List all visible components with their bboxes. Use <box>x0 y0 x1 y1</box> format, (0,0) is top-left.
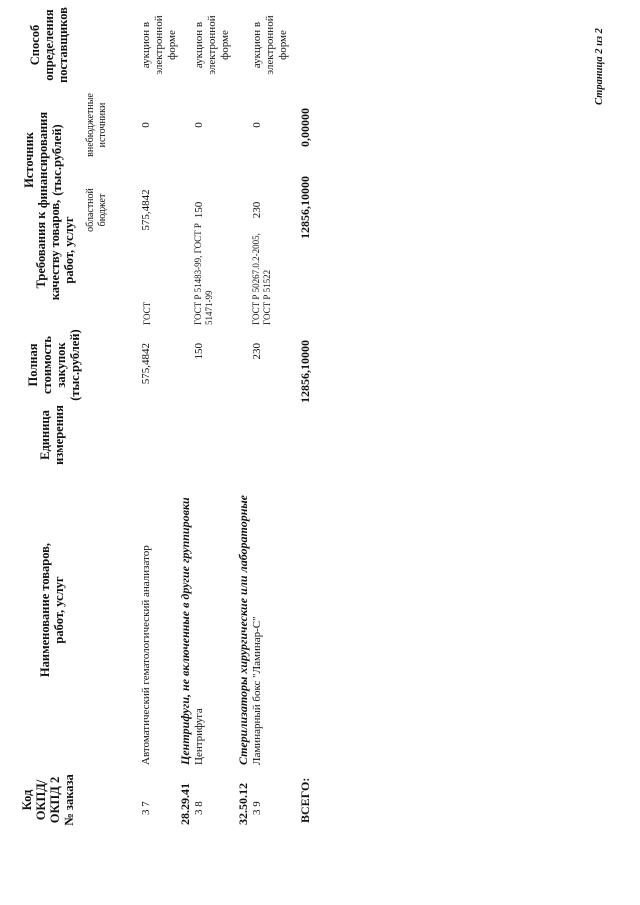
header-requirements: Требования к качеству товаров, работ, услуг <box>34 199 76 301</box>
row-1-extra: 0 <box>140 122 152 128</box>
header-source-regional: областной бюджет <box>85 188 108 232</box>
row-2-regional: 150 <box>193 201 205 219</box>
row-2-method: аукцион в электронной форме <box>193 15 231 75</box>
row-3-name: Ламинарный бокс "Ламинар-С" <box>251 616 263 765</box>
row-3-method: аукцион в электронной форме <box>251 15 289 75</box>
row-2-requirements: ГОСТ Р 51483-99, ГОСТ Р 51471-99 <box>193 223 214 325</box>
header-source: Источник финансирования (тыс.рублей) <box>22 111 64 209</box>
row-1-requirements: ГОСТ <box>142 301 152 325</box>
totals-cost: 12856,10000 <box>298 340 312 403</box>
header-cost: Полная стоимость закупок (тыс.рублей) <box>26 329 82 401</box>
totals-label: ВСЕГО: <box>298 777 312 823</box>
row-1-regional: 575,4842 <box>140 189 152 231</box>
row-1-number: 3 7 <box>140 801 152 815</box>
row-2-extra: 0 <box>193 122 205 128</box>
row-1-cost: 575,4842 <box>140 343 152 385</box>
row-3-regional: 230 <box>251 201 263 219</box>
header-method: Способ определения поставщиков <box>28 7 70 83</box>
row-2-name: Центрифуга <box>193 708 205 765</box>
group-2-code: 32.50.12 <box>236 783 250 825</box>
group-2-title: Стерилизаторы хирургические или лабораторные <box>236 494 250 765</box>
row-3-extra: 0 <box>251 122 263 128</box>
row-3-number: 3 9 <box>251 801 263 815</box>
header-code: Код ОКПД/ ОКПД 2 № заказа <box>20 774 76 826</box>
row-2-number: 3 8 <box>193 801 205 815</box>
header-unit: Единица измерения <box>38 405 66 465</box>
row-2-cost: 150 <box>193 343 205 360</box>
header-source-extra: внебюджетные источники <box>85 93 108 157</box>
row-3-requirements: ГОСТ Р 50267.0.2-2005, ГОСТ Р 51522 <box>251 233 272 325</box>
header-name: Наименование товаров, работ, услуг <box>38 542 66 678</box>
group-1-title: Центрифуги, не включенные в другие группировки <box>178 497 192 765</box>
totals-extra: 0,00000 <box>298 108 312 147</box>
group-1-code: 28.29.41 <box>178 783 192 825</box>
totals-regional: 12856,10000 <box>298 176 312 239</box>
row-1-method: аукцион в электронной форме <box>140 15 178 75</box>
row-3-cost: 230 <box>251 343 263 360</box>
row-1-name: Автоматический гематологический анализатор <box>140 545 152 765</box>
page-footer: Страница 2 из 2 <box>594 28 605 105</box>
